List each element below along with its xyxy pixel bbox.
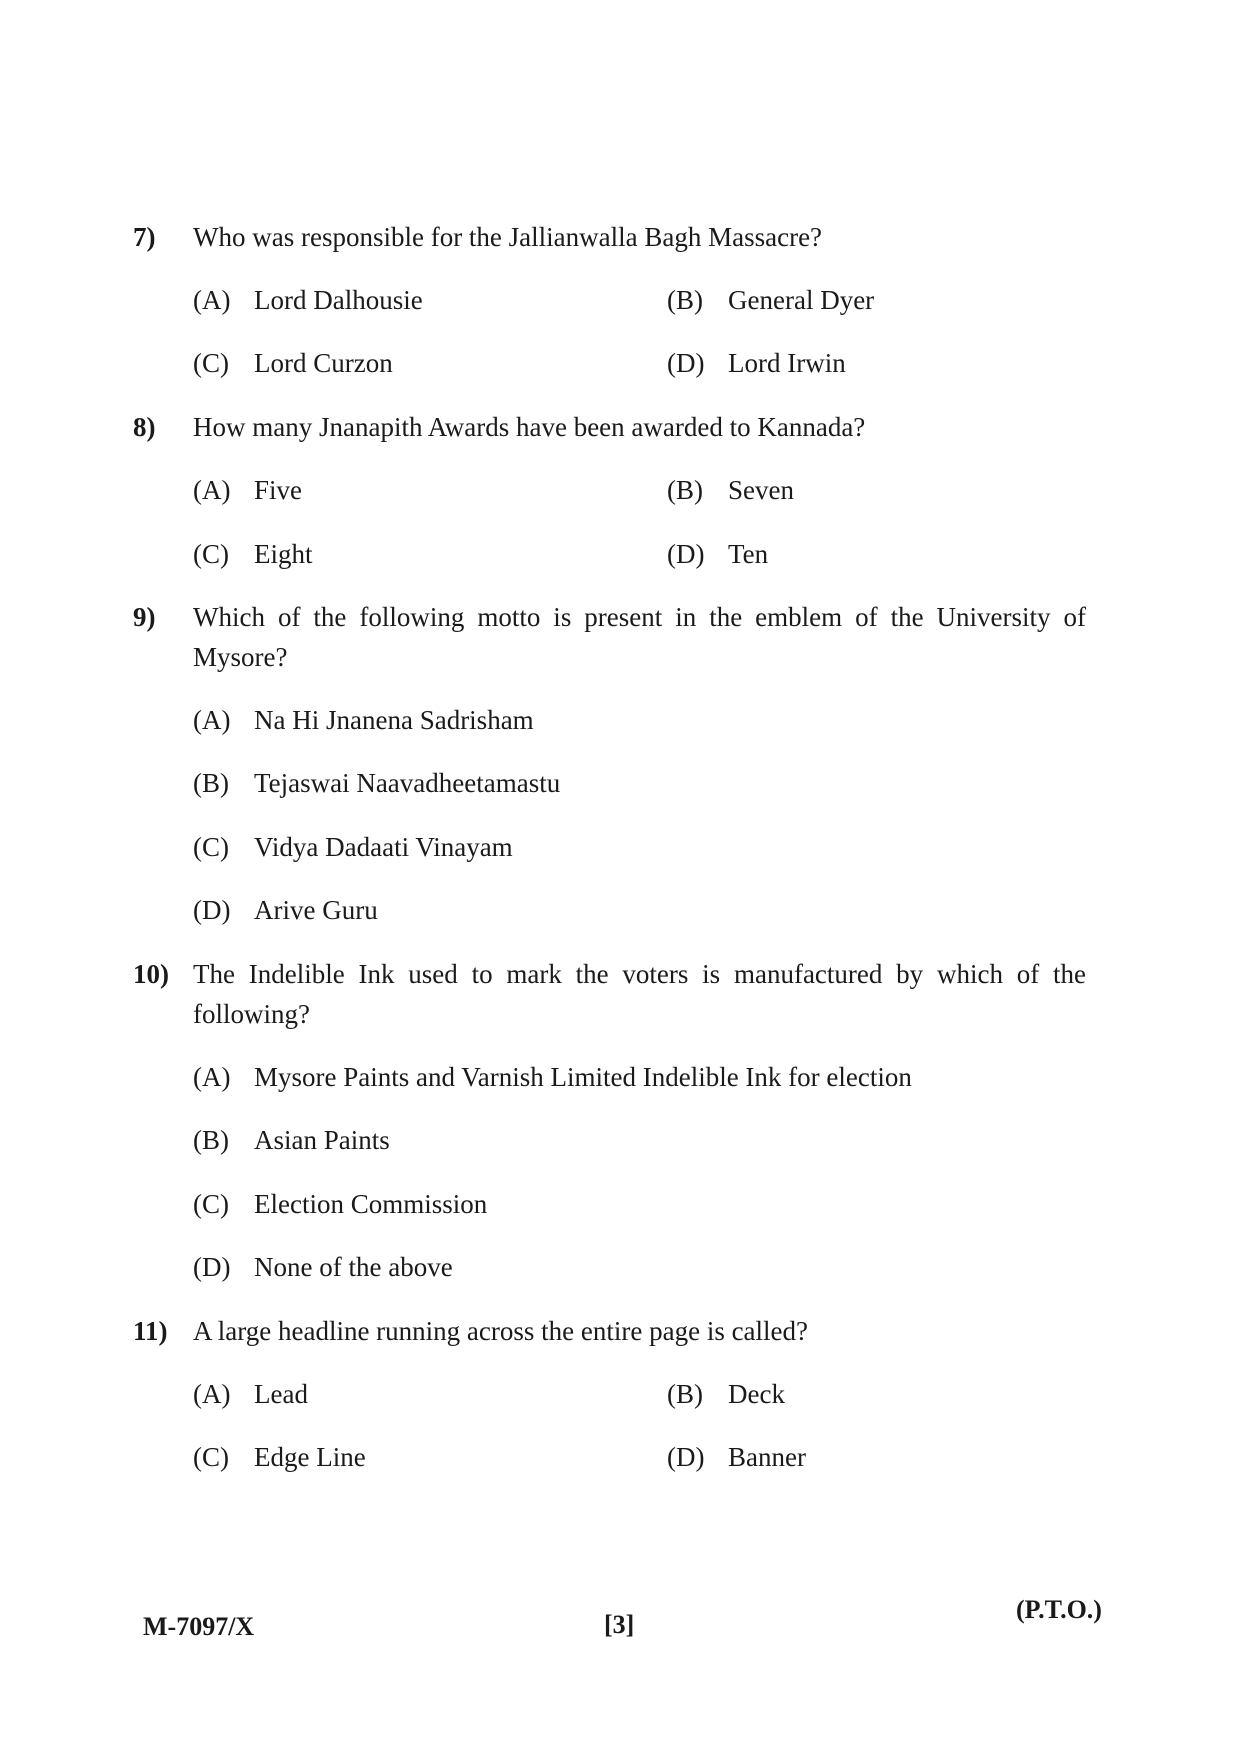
option-c	[193, 343, 393, 383]
option-text: Seven	[728, 475, 794, 505]
option-label: (D)	[667, 348, 705, 378]
option-b	[193, 1120, 390, 1160]
option-label: (A)	[193, 705, 231, 735]
option-label: (D)	[193, 895, 231, 925]
option-text: Arive Guru	[254, 895, 378, 925]
option-label: (D)	[667, 539, 705, 569]
option-text: Mysore Paints and Varnish Limited Indelible Ink for election	[254, 1062, 912, 1092]
option-label: (A)	[193, 475, 231, 505]
option-label: (A)	[193, 1062, 231, 1092]
option-label: (D)	[193, 1252, 231, 1282]
question-number: 11)	[133, 1316, 168, 1346]
option-d	[193, 890, 378, 930]
option-label: (A)	[193, 1379, 231, 1409]
option-label: (C)	[193, 832, 229, 862]
option-a	[193, 280, 423, 320]
question-text: Who was responsible for the Jallianwalla Bagh Massacre?	[193, 222, 823, 252]
option-text: Five	[254, 475, 303, 505]
option-label: (B)	[193, 768, 229, 798]
option-text: Lord Irwin	[728, 348, 846, 378]
option-text: Na Hi Jnanena Sadrisham	[254, 705, 534, 735]
option-label: (C)	[193, 1189, 229, 1219]
option-label: (B)	[193, 1125, 229, 1155]
question-number: 7)	[133, 222, 156, 252]
option-text: None of the above	[254, 1252, 453, 1282]
option-text: Eight	[254, 539, 313, 569]
option-text: Asian Paints	[254, 1125, 390, 1155]
option-c	[193, 1184, 487, 1224]
option-d	[667, 1437, 806, 1477]
question-text: A large headline running across the entire page is called?	[193, 1316, 809, 1346]
option-text: Lord Dalhousie	[254, 285, 423, 315]
option-c	[193, 534, 313, 574]
option-label: (B)	[667, 285, 703, 315]
option-label: (D)	[667, 1442, 705, 1472]
option-b	[667, 470, 794, 510]
option-text: Ten	[728, 539, 769, 569]
option-text: Deck	[728, 1379, 785, 1409]
option-text: Vidya Dadaati Vinayam	[254, 832, 513, 862]
option-label: (A)	[193, 285, 231, 315]
question-text: How many Jnanapith Awards have been awarded to Kannada?	[193, 412, 866, 442]
paper-code: M-7097/X	[143, 1612, 255, 1641]
option-text: General Dyer	[728, 285, 875, 315]
option-c	[193, 1437, 366, 1477]
pto-note: (P.T.O.)	[1016, 1595, 1102, 1624]
option-text: Lord Curzon	[254, 348, 393, 378]
option-c	[193, 827, 513, 867]
option-b	[193, 763, 560, 803]
option-a	[193, 700, 534, 740]
option-text: Tejaswai Naavadheetamastu	[254, 768, 561, 798]
question-number: 8)	[133, 412, 156, 442]
option-label: (C)	[193, 348, 229, 378]
question-number: 10)	[133, 959, 169, 989]
option-label: (C)	[193, 539, 229, 569]
option-text: Banner	[728, 1442, 806, 1472]
option-label: (B)	[667, 1379, 703, 1409]
option-d	[193, 1247, 453, 1287]
option-b	[667, 1374, 785, 1414]
option-text: Lead	[254, 1379, 308, 1409]
option-a	[193, 1057, 912, 1097]
option-text: Election Commission	[254, 1189, 488, 1219]
question-text: The Indelible Ink used to mark the voters is manufactured by which of the following?	[193, 959, 1086, 1029]
option-a	[193, 1374, 308, 1414]
option-d	[667, 534, 768, 574]
option-d	[667, 343, 846, 383]
option-b	[667, 280, 874, 320]
page-number: [3]	[604, 1610, 635, 1639]
option-label: (C)	[193, 1442, 229, 1472]
option-text: Edge Line	[254, 1442, 366, 1472]
question-text: Which of the following motto is present in the emblem of the University of Mysore?	[193, 602, 1086, 672]
option-label: (B)	[667, 475, 703, 505]
option-a	[193, 470, 302, 510]
question-number: 9)	[133, 602, 156, 632]
